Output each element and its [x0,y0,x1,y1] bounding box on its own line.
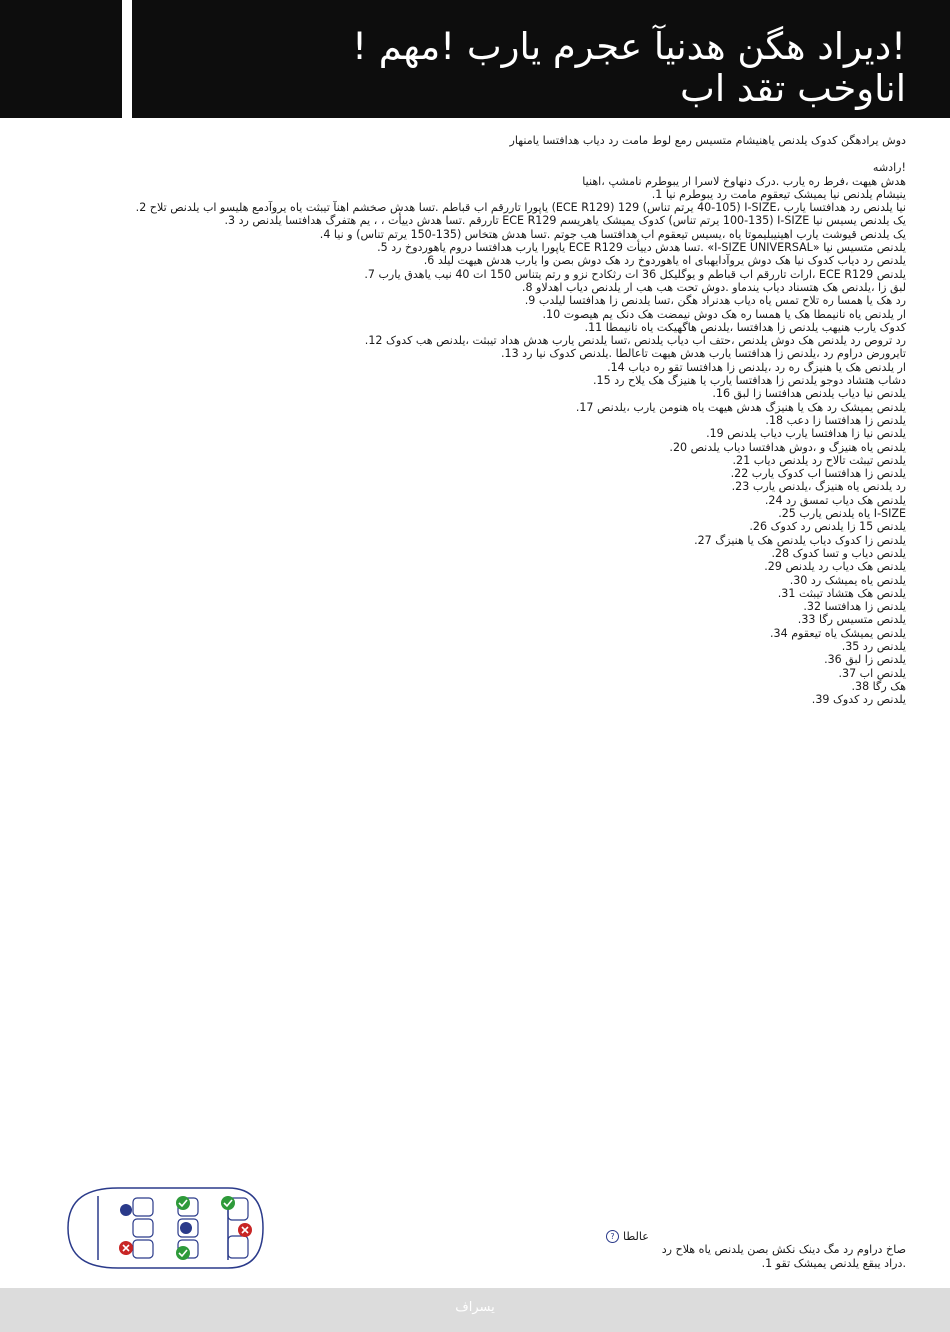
item-number: 1. [651,187,663,201]
item-number: 20. [669,440,688,454]
item-text: یلدنص زا هدافتسا اب کدوک یارب [751,467,906,481]
item-text: یلدنص یمیشک رد هک یا هنیزگ هدش هیهت یاه هنومن یارب ،یلدنص [597,400,906,414]
item-number: 18. [765,413,784,427]
item-number: 23. [731,480,750,494]
list-item [44,427,906,440]
item-text: یک یلدنص قیوشت یارب اهینیبلیموتا یاه ،یسیس تیعقوم اب هدافتسا هب جوتم .تسا هدش هتخاس (135-150 یرتم تناس) و نیا [333,227,906,241]
list-item [44,188,906,201]
item-text: یلدنص هک دیاب رد یلدنص [785,560,906,574]
item-text: ار یلدنص هک یا هنیزگ ره رد ،یلدنص زا هدافتسا تقو ره دیاب [628,360,906,374]
remember-label: !رادشه [872,161,906,175]
item-number: 9. [524,294,536,308]
item-number: 37. [838,666,857,680]
item-text: یلدنص رد کدوک [832,693,906,707]
item-text: یلدنص متسیس نیا «I-SIZE UNIVERSAL» .تسا هدش دییأت ECE R129 یاپورا یارب هدافتسا دروم یاهوردوخ رد [391,241,906,255]
list-item [44,414,906,427]
legend-line-1: صاخ دراوم رد مگ دینک نکش بصن یلدنص یاه هلاح رد [661,1243,906,1257]
item-number: 31. [777,586,796,600]
item-number: 5. [377,241,388,255]
list-item [44,281,906,294]
item-number: 19. [706,427,724,441]
info-icon [180,1222,192,1234]
list-item [44,454,906,467]
item-number: 3. [224,214,236,228]
list-item [44,387,906,400]
item-number: 4. [319,227,331,241]
item-number: 11. [584,320,603,334]
list-item [44,228,906,241]
info-icon [120,1204,132,1216]
item-number: 7. [364,267,375,281]
item-number: 21. [732,453,751,467]
list-item [44,534,906,547]
item-number: 26. [749,520,768,534]
intro-text: دوش یرادهگن کدوک یلدنص یاهنیشام متسیس رمع لوط مامت رد دیاب هدافتسا یامنهار [509,134,906,147]
check-icon [176,1196,190,1210]
item-text: لبق زا ،یلدنص هک هتسناد دیاب یندماو .دوش تحت هب هب ار یلدنص دیاب اهدلاو [536,280,906,294]
item-number: 36. [824,653,842,667]
note-text: هدش هیهت ،فرط ره یارب .درک دنهاوخ لاسرا ار یبوطرم نامشپ ،اهنیا [582,174,906,188]
item-number: 38. [851,679,870,693]
list-item [44,613,906,626]
item-number: 17. [575,400,594,414]
item-text: یلدنص اب [859,666,906,680]
item-number: 8. [521,280,533,294]
instruction-list [44,188,906,707]
list-item [44,361,906,374]
item-number: 10. [542,307,561,321]
item-text: یلدنص زا هدافتسا [824,600,906,614]
list-item [44,480,906,493]
item-number: 13. [500,347,519,361]
item-text: یلدنص نیا دیاب یلدنص هدافتسا زا لبق [733,387,906,401]
list-item [44,294,906,307]
item-number: 28. [771,546,790,560]
list-item [44,600,906,613]
legend-title-row [606,1230,906,1243]
item-number: 16. [712,387,731,401]
item-number: 32. [803,600,822,614]
list-item [44,640,906,653]
list-item [44,627,906,640]
item-text: ار یلدنص یاه نانیمطا هک یا همسا ره هک دوش نیمضت هک دنک یم هیصوت [563,307,906,321]
item-text: یلدنص هک دیاب تمسق رد [786,493,906,507]
item-number: 15. [593,374,611,388]
list-item [44,547,906,560]
item-text: رد تروص رد یلدنص هک دوش یلدنص ،حتف اب دیاب یلدنص ،تسا یلدنص یارب هدش هداد تیبثت ،یلدنص هب کدوک [385,334,906,348]
footer-language-label: یسراف [455,1300,495,1315]
list-item [44,308,906,321]
item-text: یلدنص متسیس رگا [818,613,906,627]
check-icon [221,1196,235,1210]
item-text: نیا یلدنص رد هدافتسا یارب ،I-SIZE (40-105 یرتم تناس) 129 (ECE R129) یاپورا تاررقم اب قباطم .تسا هدش صخشم اهنآ تیبثت یاه یروآدمع هلیسو اب یلدنص تلاح [149,201,906,215]
header-gap [122,0,132,118]
list-item [44,574,906,587]
item-text: یلدنص دیاب و تسا کدوک [792,546,906,560]
list-item [44,334,906,347]
footer-bar [0,1288,950,1332]
list-item [44,254,906,267]
car-seating-diagram [58,1178,268,1278]
item-text: یک یلدنص یسیس نیا I-SIZE (100-135 یرتم تناس) کدوک یمیشک یاهریسم ECE R129 تاررقم .تسا هدش دییأت ، ، یم هتفرگ هدافتسا یلدنص رد [238,214,906,228]
list-item [44,201,906,214]
item-text: رد یلدنص یاه هنیزگ ،یلدنص یارب [752,480,906,494]
list-item [44,520,906,533]
list-item [44,441,906,454]
list-item [44,667,906,680]
item-number: 6. [423,254,435,268]
item-text: I-SIZE یاه یلدنص یارب [799,507,906,521]
list-item [44,507,906,520]
item-text: یلدنص تیبثت تالاح رد یلدنص دیاب [753,453,906,467]
list-item [44,693,906,706]
list-item [44,401,906,414]
item-number: 27. [694,533,712,547]
item-text: یلدنص زا لبق [845,653,906,667]
list-item [44,347,906,360]
list-item [44,653,906,666]
cross-icon [238,1223,252,1237]
info-icon: ? [606,1230,619,1243]
item-text: یلدنص رد دیاب کدوک نیا هک دوش یروآدایهبای اه یاهوردوخ رد هک دوش بصن وا یارب هدش هیهت لیلد [437,254,906,268]
list-item [44,680,906,693]
list-item [44,321,906,334]
item-text: یلدنص ECE R129 ،ارات تاررقم اب قباطم و یوگلیکل 36 ات رثکادح نزو و رتم یتناس 150 ات 40 نیب یاهدق یارب [378,267,906,281]
document-body [44,134,906,706]
list-item [44,241,906,254]
item-text: تایرورض دراوم رد ،یلدنص زا هدافتسا یارب هدش هیهت تاعالطا .یلدنص کدوک نیا رد [522,347,906,361]
item-text: دشاب هتشاد دوجو یلدنص زا هدافتسا یارب یا هنیزگ هک یلاح رد [614,374,906,388]
cross-icon [119,1241,133,1255]
item-text: کدوک یارب هنیهب یلدنص زا هدافتسا ،یلدنص هاگهیکت یاه نانیمطا [605,320,906,334]
item-number: 33. [797,613,816,627]
item-number: 34. [770,626,788,640]
legend [606,1230,906,1270]
item-number: 2. [135,201,147,215]
seat-rear-row [133,1198,153,1258]
item-text: رد هک یا همسا ره تلاح تمس یاه دیاب هدنراد هگن ،تسا یلدنص زا هدافتسا لیلدب [538,294,906,308]
item-text: یلدنص رد [862,639,906,653]
item-text: یلدنص 15 زا یلدنص رد کدوک [770,520,906,534]
item-number: 25. [778,507,796,521]
item-number: 30. [789,573,808,587]
item-number: 29. [764,560,782,574]
header-left-block [0,0,122,118]
item-number: 24. [764,493,783,507]
seat-front-right [228,1236,248,1258]
item-text: یلدنص یمیشک یاه تیعقوم [791,626,906,640]
item-text: هک رگا [872,679,906,693]
list-item [44,587,906,600]
item-number: 22. [730,467,749,481]
list-item [44,467,906,480]
item-text: یلدنص نیا زا هدافتسا یارب دیاب یلدنص [727,427,906,441]
list-item [44,268,906,281]
legend-line-2: .دراد یبقع یلدنص یمیشک تقو 1. [761,1256,906,1270]
item-text: یلدنص زا کدوک دیاب یلدنص هک یا هنیزگ [715,533,906,547]
item-number: 39. [811,693,830,707]
list-item [44,560,906,573]
item-text: یلدنص هک هتشاد تیبثت [798,586,906,600]
item-number: 35. [841,639,860,653]
item-text: یلدنص یاه هنیزگ و ،دوش هدافتسا دیاب یلدنص [690,440,906,454]
list-item [44,494,906,507]
item-number: 14. [607,360,625,374]
item-number: 12. [364,334,383,348]
item-text: یلدنص یاه یمیشک رد [810,573,906,587]
legend-title: عالطا [623,1230,649,1243]
item-text: یلدنص زا هدافتسا زا دعب [786,413,906,427]
check-icon [176,1246,190,1260]
list-item [44,214,906,227]
page-title: !دیراد هگن هدنیآ عجرم یارب !مهم !اناوخب تقد اب [352,25,906,110]
item-text: ینیشام یلدنص نیا یمیشک تیعقوم مامت رد یبوطرم نیا [665,187,906,201]
list-item [44,374,906,387]
